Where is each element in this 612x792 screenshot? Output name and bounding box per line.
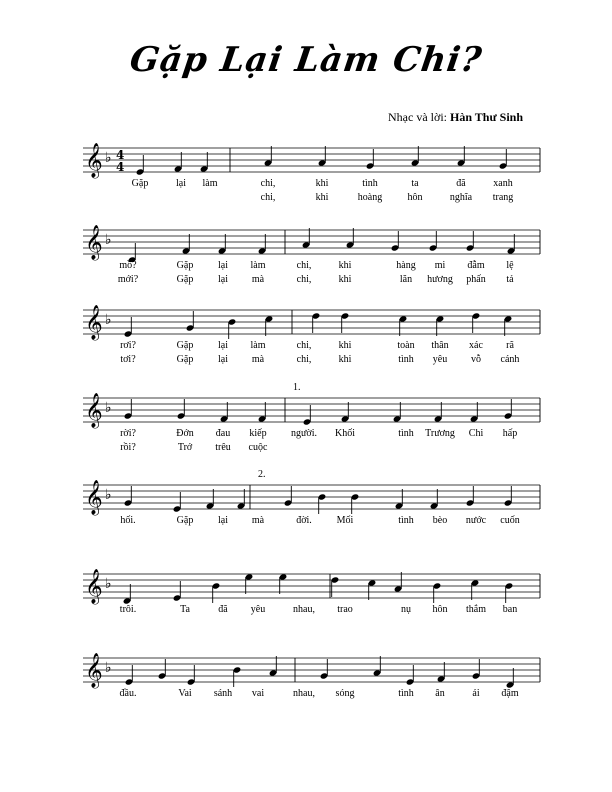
lyric-word: lại: [218, 340, 228, 351]
lyric-word: xanh: [493, 178, 513, 189]
lyric-word: làm: [250, 340, 266, 351]
treble-clef-icon: 𝄞: [85, 393, 103, 428]
lyric-word: làm: [250, 260, 266, 271]
lyric-word: khi: [338, 354, 352, 365]
flat-key-icon: ♭: [105, 576, 112, 592]
lyric-word: ái: [472, 688, 480, 699]
lyric-word: đời.: [296, 515, 312, 526]
staff: [0, 390, 612, 430]
lyric-word: Gặp: [176, 515, 194, 526]
staff: [0, 650, 612, 690]
lyric-word: hối.: [120, 515, 136, 526]
time-signature-bottom: 4: [116, 160, 125, 174]
lyric-word: khi: [338, 274, 352, 285]
lyric-word: đẫm: [467, 260, 485, 271]
lyric-word: Gặp: [176, 340, 194, 351]
lyric-word: cuộc: [248, 442, 268, 453]
lyric-word: người.: [291, 428, 317, 439]
lyric-word: ta: [411, 178, 419, 189]
lyric-word: lại: [218, 354, 228, 365]
lyric-word: nhau,: [293, 604, 315, 615]
lyric-word: Gặp: [176, 274, 194, 285]
lyric-word: mà: [251, 354, 265, 365]
lyric-word: chi,: [296, 260, 312, 271]
lyric-word: mà: [251, 515, 265, 526]
lyric-word: Đớn: [176, 428, 194, 439]
lyric-word: trêu: [215, 442, 231, 453]
flat-key-icon: ♭: [105, 150, 112, 166]
lyric-word: yêu: [432, 354, 448, 365]
lyric-word: ban: [502, 604, 518, 615]
treble-clef-icon: 𝄞: [85, 143, 103, 178]
lyric-word: đã: [218, 604, 228, 615]
lyric-word: phấn: [466, 274, 486, 285]
treble-clef-icon: 𝄞: [85, 225, 103, 260]
flat-key-icon: ♭: [105, 232, 112, 248]
lyric-word: lại: [218, 515, 228, 526]
lyric-word: chi,: [296, 354, 312, 365]
staff: [0, 222, 612, 262]
lyric-word: Gặp: [176, 260, 194, 271]
staff-system: [0, 140, 612, 235]
lyric-word: sóng: [335, 688, 355, 699]
lyric-word: khi: [315, 178, 329, 189]
lyric-word: hương: [427, 274, 453, 285]
composer-name: Hàn Thư Sinh: [450, 110, 524, 124]
lyric-word: trang: [492, 192, 514, 203]
staff-system: [0, 650, 612, 745]
lyric-word: đầu.: [119, 688, 137, 699]
lyric-word: tình: [362, 178, 378, 189]
lyric-word: Vai: [178, 688, 192, 699]
lyric-word: Trớ: [177, 442, 193, 453]
lyric-word: thân: [431, 340, 449, 351]
lyric-word: vỗ: [471, 354, 481, 365]
lyric-word: rơi?: [120, 340, 136, 351]
lyric-word: Gặp: [176, 354, 194, 365]
lyric-word: mi: [434, 260, 446, 271]
flat-key-icon: ♭: [105, 660, 112, 676]
lyric-word: khi: [315, 192, 329, 203]
lyric-word: tả: [506, 274, 514, 285]
lyric-word: sánh: [213, 688, 233, 699]
flat-key-icon: ♭: [105, 312, 112, 328]
lyric-word: Ta: [180, 604, 190, 615]
lyric-word: chi,: [296, 274, 312, 285]
lyric-word: Mối: [336, 515, 354, 526]
lyric-word: Khối: [335, 428, 355, 439]
staff: [0, 477, 612, 517]
song-title: Gặp Lại Làm Chi?: [127, 40, 485, 80]
staff-system: [0, 382, 612, 485]
lyric-word: kiếp: [249, 428, 267, 439]
lyric-word: Chi: [468, 428, 484, 439]
lyric-word: mới?: [117, 274, 139, 285]
lyric-word: lăn: [399, 274, 413, 285]
lyric-word: bèo: [432, 515, 448, 526]
lyric-word: rời?: [120, 428, 136, 439]
treble-clef-icon: 𝄞: [85, 480, 103, 515]
lyric-word: hoàng: [357, 192, 383, 203]
lyric-word: tình: [398, 515, 414, 526]
lyric-word: tình: [398, 354, 414, 365]
lyric-word: chi,: [260, 178, 276, 189]
lyric-word: xác: [469, 340, 483, 351]
lyric-word: khi: [338, 340, 352, 351]
lyric-word: làm: [202, 178, 218, 189]
staff: [0, 140, 612, 180]
lyric-word: cuốn: [500, 515, 520, 526]
lyric-word: tơi?: [120, 354, 136, 365]
treble-clef-icon: 𝄞: [85, 305, 103, 340]
staff-system: [0, 566, 612, 661]
treble-clef-icon: 𝄞: [85, 569, 103, 604]
lyric-word: tình: [398, 428, 414, 439]
lyric-word: Trương: [425, 428, 455, 439]
credit-label: Nhạc và lời:: [388, 110, 447, 124]
lyric-word: toàn: [397, 340, 415, 351]
composer-credit: [388, 110, 523, 125]
lyric-word: lại: [176, 178, 186, 189]
lyric-word: rồi?: [120, 442, 136, 453]
volta-label: 2.: [258, 469, 266, 480]
time-signature-top: 4: [116, 148, 125, 162]
lyric-word: mồ?: [119, 260, 137, 271]
lyric-word: lệ: [506, 260, 514, 271]
lyric-word: hấp: [502, 428, 518, 439]
staff-system: [0, 469, 612, 572]
lyric-word: đậm: [501, 688, 519, 699]
lyric-word: thắm: [466, 604, 486, 615]
lyric-word: hàng: [396, 260, 416, 271]
lyric-word: yêu: [250, 604, 266, 615]
flat-key-icon: ♭: [105, 400, 112, 416]
lyric-word: khi: [338, 260, 352, 271]
lyric-word: trôi.: [119, 604, 137, 615]
flat-key-icon: ♭: [105, 487, 112, 503]
lyric-word: vai: [251, 688, 265, 699]
lyric-word: đau: [215, 428, 231, 439]
lyric-word: nước: [465, 515, 487, 526]
lyric-word: nụ: [401, 604, 411, 615]
staff: [0, 302, 612, 342]
lyric-word: lại: [218, 260, 228, 271]
lyric-word: nghĩa: [449, 192, 473, 203]
lyric-word: tình: [398, 688, 414, 699]
lyric-word: lại: [218, 274, 228, 285]
lyric-word: Gặp: [131, 178, 149, 189]
lyric-word: rã: [506, 340, 514, 351]
lyric-word: chi,: [260, 192, 276, 203]
lyric-word: đã: [456, 178, 466, 189]
staff-system: [0, 302, 612, 397]
staff: [0, 566, 612, 606]
lyric-word: mà: [251, 274, 265, 285]
lyric-word: hôn: [432, 604, 448, 615]
lyric-word: cánh: [500, 354, 520, 365]
lyric-word: nhau,: [293, 688, 315, 699]
volta-label: 1.: [293, 382, 301, 393]
lyric-word: trao: [337, 604, 353, 615]
lyric-word: ân: [435, 688, 445, 699]
treble-clef-icon: 𝄞: [85, 653, 103, 688]
lyric-word: chi,: [296, 340, 312, 351]
lyric-word: hôn: [407, 192, 423, 203]
